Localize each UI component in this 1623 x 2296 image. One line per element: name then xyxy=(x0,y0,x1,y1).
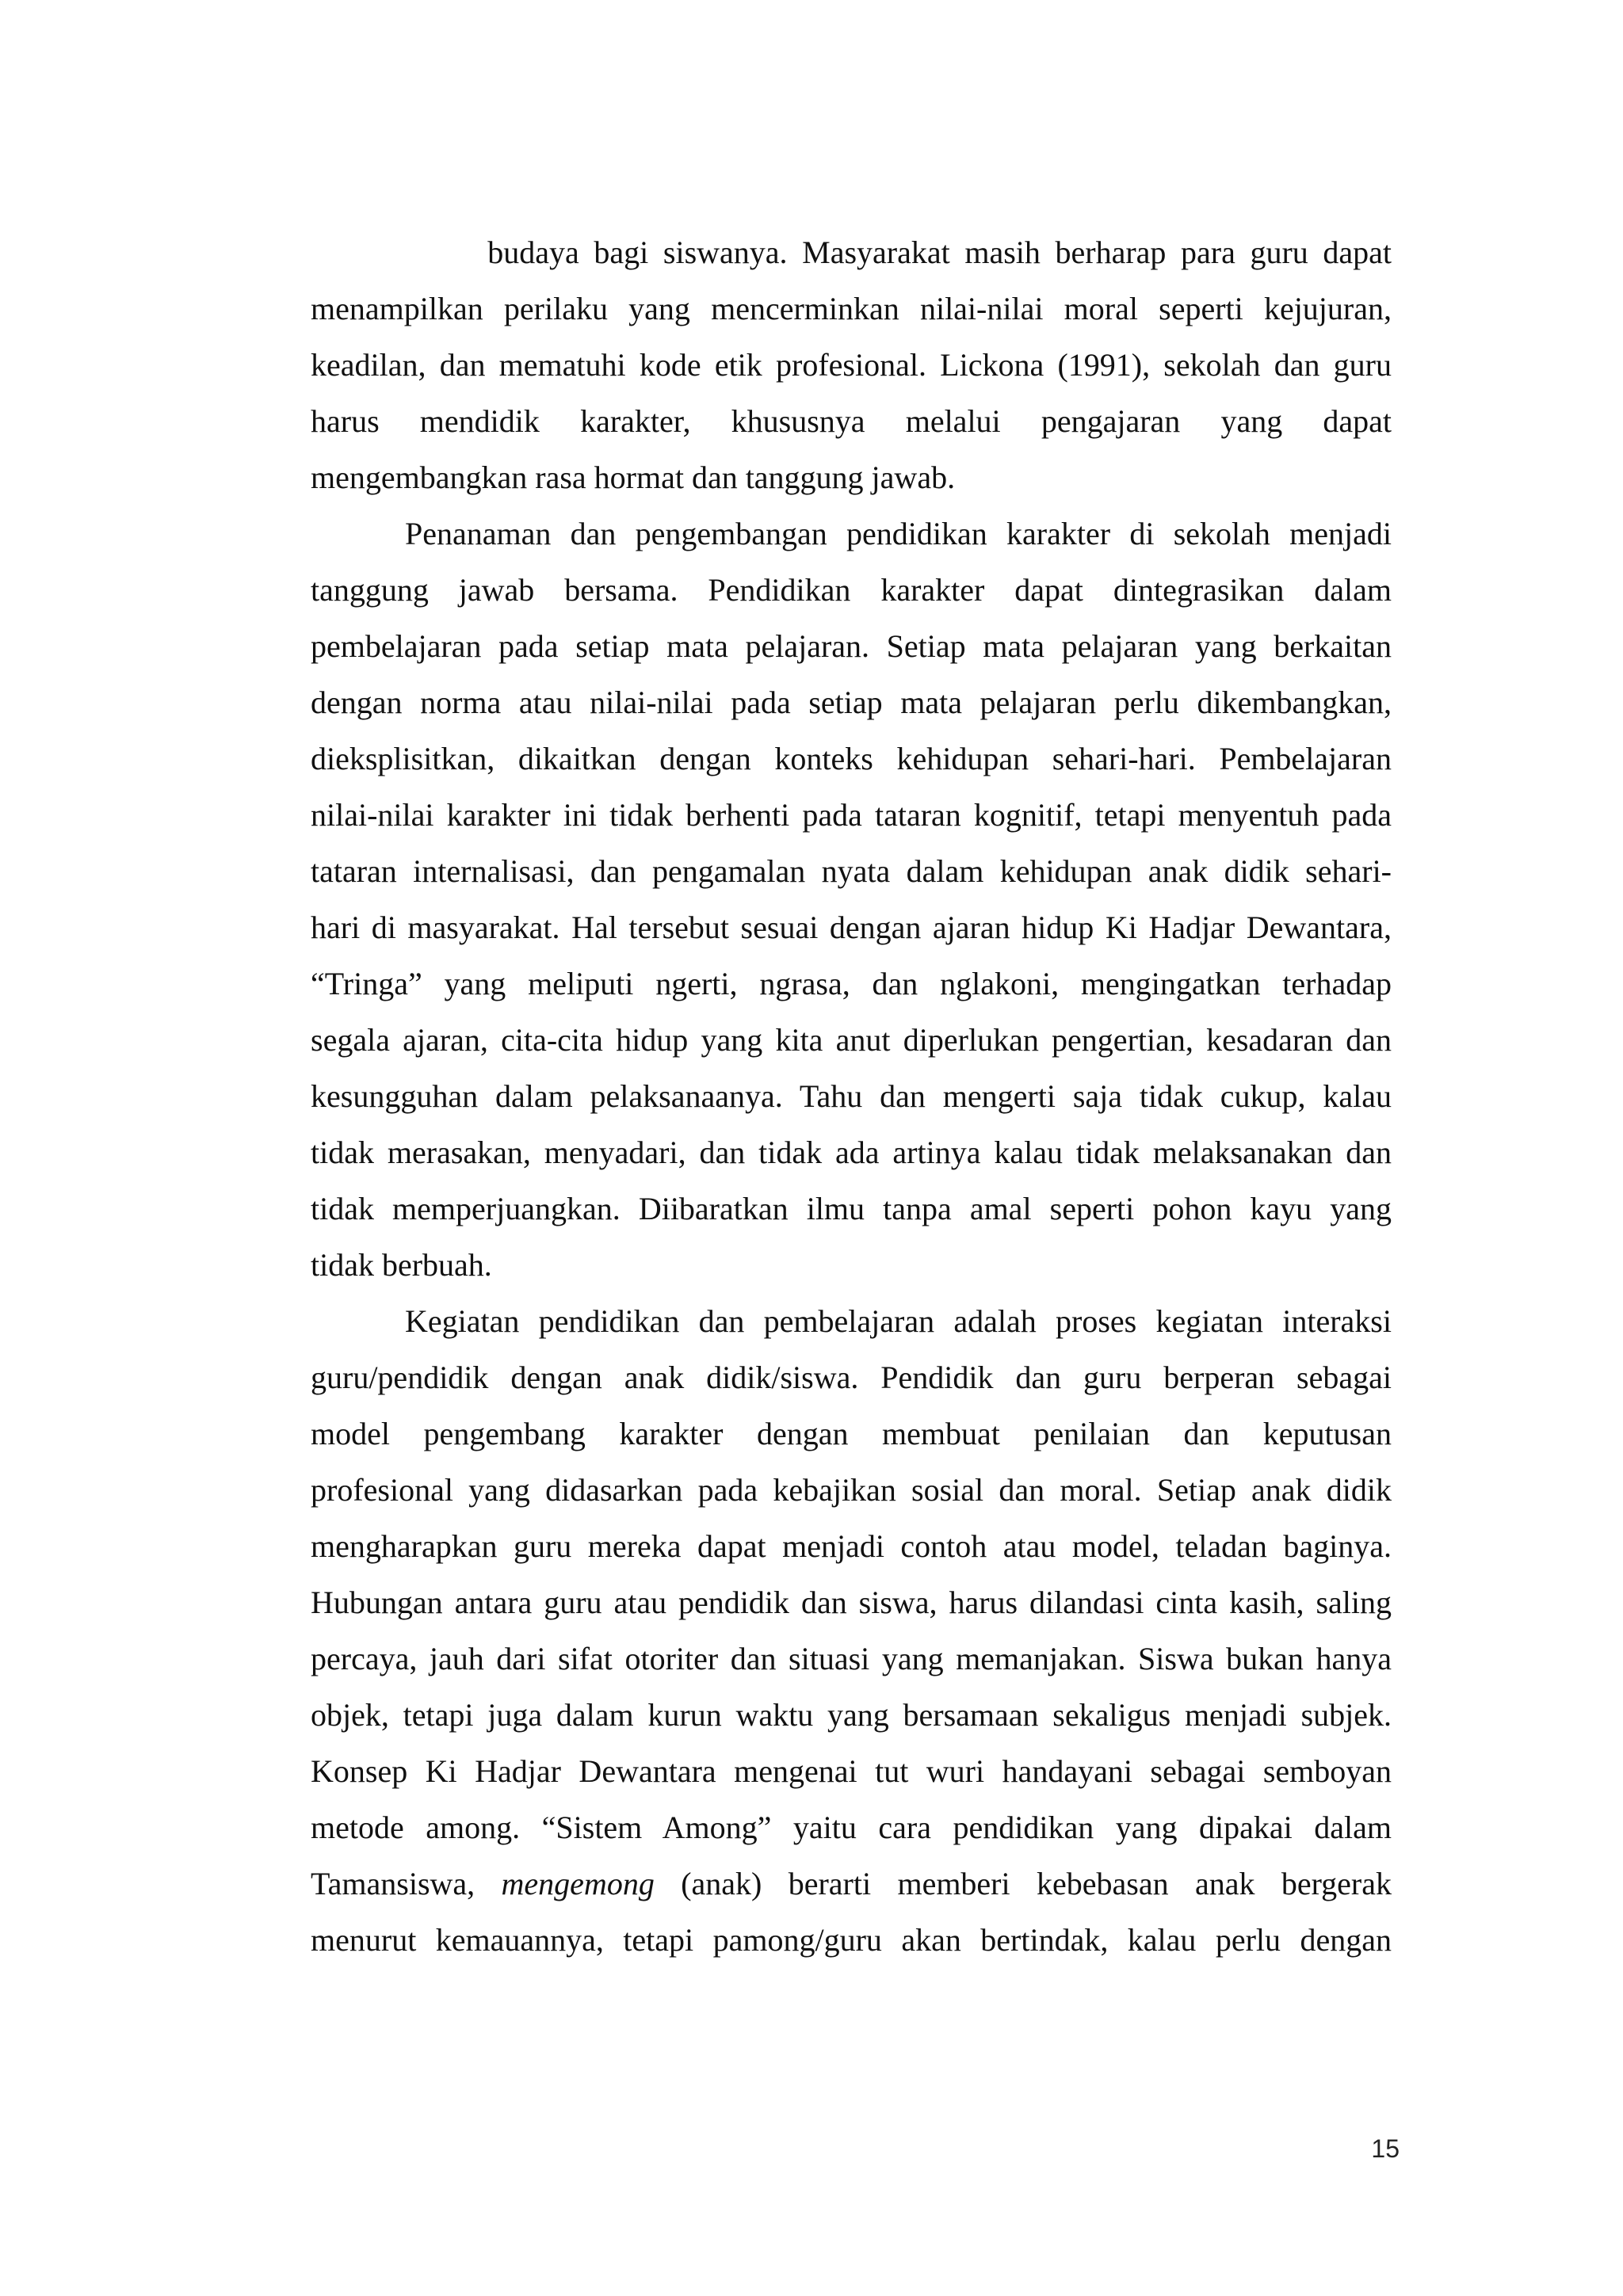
text-line: tataran internalisasi, dan pengamalan nyata dalam kehidupan anak didik sehari- xyxy=(311,853,1392,889)
text-line: tidak berbuah. xyxy=(311,1247,492,1283)
text-line: tidak memperjuangkan. Diibaratkan ilmu tanpa amal seperti pohon kayu yang xyxy=(311,1191,1392,1226)
text-line-with-italic xyxy=(311,1855,1392,1912)
text-line: model pengembang karakter dengan membuat penilaian dan keputusan xyxy=(311,1416,1392,1451)
text-line: Penanaman dan pengembangan pendidikan karakter di sekolah menjadi xyxy=(405,516,1392,551)
text-line: guru/pendidik dengan anak didik/siswa. Pendidik dan guru berperan sebagai xyxy=(311,1360,1392,1395)
text-line: mengembangkan rasa hormat dan tanggung jawab. xyxy=(311,460,956,495)
paragraph-3 xyxy=(311,1293,1392,1968)
text-segment: Tamansiswa, xyxy=(311,1866,475,1901)
text-line: metode among. “Sistem Among” yaitu cara pendidikan yang dipakai dalam xyxy=(311,1810,1392,1845)
text-line: “Tringa” yang meliputi ngerti, ngrasa, dan nglakoni, mengingatkan terhadap xyxy=(311,966,1392,1001)
text-line: menurut kemauannya, tetapi pamong/guru akan bertindak, kalau perlu dengan xyxy=(311,1922,1392,1958)
body-text xyxy=(311,224,1392,1968)
text-line: harus mendidik karakter, khususnya melalui pengajaran yang dapat xyxy=(311,403,1392,439)
text-line: profesional yang didasarkan pada kebajikan sosial dan moral. Setiap anak didik xyxy=(311,1472,1392,1508)
text-line: Kegiatan pendidikan dan pembelajaran adalah proses kegiatan interaksi xyxy=(405,1303,1392,1339)
text-line: tanggung jawab bersama. Pendidikan karakter dapat dintegrasikan dalam xyxy=(311,572,1392,608)
text-line: hari di masyarakat. Hal tersebut sesuai dengan ajaran hidup Ki Hadjar Dewantara, xyxy=(311,910,1392,945)
paragraph-1 xyxy=(311,224,1392,505)
text-line: tidak merasakan, menyadari, dan tidak ada artinya kalau tidak melaksanakan dan xyxy=(311,1135,1392,1170)
text-line: percaya, jauh dari sifat otoriter dan situasi yang memanjakan. Siswa bukan hanya xyxy=(311,1641,1392,1676)
text-line: budaya bagi siswanya. Masyarakat masih berharap para guru dapat xyxy=(311,235,1392,270)
text-line: menampilkan perilaku yang mencerminkan nilai-nilai moral seperti kejujuran, xyxy=(311,291,1392,326)
text-line: segala ajaran, cita-cita hidup yang kita anut diperlukan pengertian, kesadaran dan xyxy=(311,1022,1392,1058)
text-line: Konsep Ki Hadjar Dewantara mengenai tut wuri handayani sebagai semboyan xyxy=(311,1753,1392,1789)
page-number: 15 xyxy=(1371,2134,1400,2163)
text-line: kesungguhan dalam pelaksanaanya. Tahu dan mengerti saja tidak cukup, kalau xyxy=(311,1078,1392,1114)
text-segment: (anak) berarti memberi kebebasan anak bergerak xyxy=(681,1866,1392,1901)
text-line: keadilan, dan mematuhi kode etik profesional. Lickona (1991), sekolah dan guru xyxy=(311,347,1392,383)
text-line: mengharapkan guru mereka dapat menjadi contoh atau model, teladan baginya. xyxy=(311,1528,1392,1564)
text-line: nilai-nilai karakter ini tidak berhenti pada tataran kognitif, tetapi menyentuh pada xyxy=(311,797,1392,833)
paragraph-2 xyxy=(311,505,1392,1293)
text-line: Hubungan antara guru atau pendidik dan siswa, harus dilandasi cinta kasih, saling xyxy=(311,1585,1392,1620)
italic-term: mengemong xyxy=(501,1866,655,1901)
text-line: dieksplisitkan, dikaitkan dengan konteks kehidupan sehari-hari. Pembelajaran xyxy=(311,741,1392,776)
text-line: objek, tetapi juga dalam kurun waktu yang bersamaan sekaligus menjadi subjek. xyxy=(311,1697,1392,1733)
text-line: dengan norma atau nilai-nilai pada setiap mata pelajaran perlu dikembangkan, xyxy=(311,685,1392,720)
text-line: pembelajaran pada setiap mata pelajaran. Setiap mata pelajaran yang berkaitan xyxy=(311,628,1392,664)
